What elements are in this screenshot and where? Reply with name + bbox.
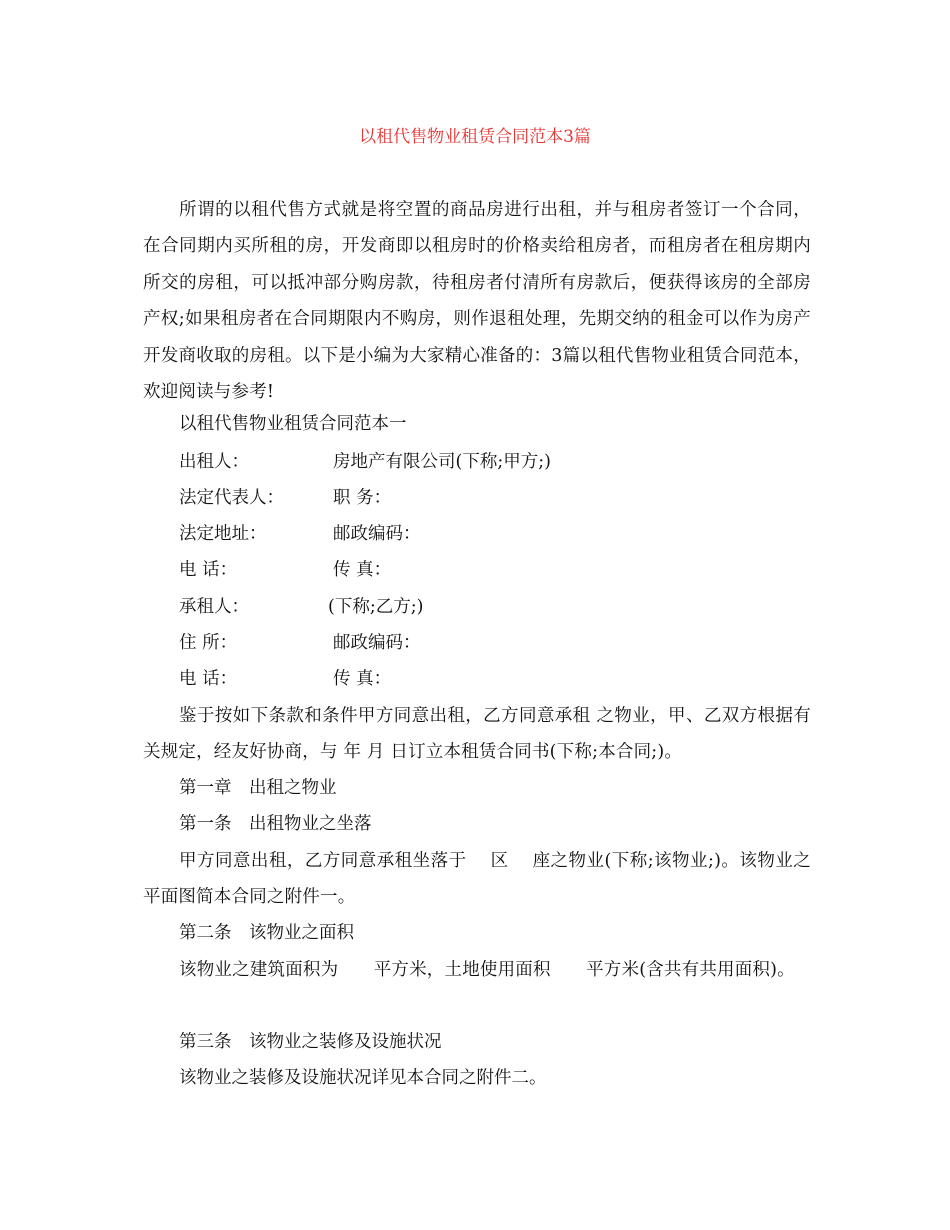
field-label-legal-rep: 法定代表人：	[179, 488, 284, 508]
field-value-fax-2: 传 真：	[333, 669, 392, 689]
field-label-phone: 电 话：	[179, 560, 238, 580]
document-title: 以租代售物业租赁合同范本3篇	[359, 127, 591, 147]
field-label-lessor: 出租人：	[179, 452, 249, 472]
agreement-paragraph: 鉴于按如下条款和条件甲方同意出租，乙方同意承租 之物业，甲、乙双方根据有关规定，经友好协商，与 年 月 日订立本租赁合同书(下称;本合同;)。	[143, 706, 811, 763]
sample-heading: 以租代售物业租赁合同范本一	[179, 414, 407, 434]
field-value-postcode: 邮政编码：	[333, 524, 421, 544]
article-3-text: 该物业之装修及设施状况详见本合同之附件二。	[179, 1068, 547, 1088]
chapter-1-heading: 第一章 出租之物业	[179, 778, 337, 798]
article-2-heading: 第二条 该物业之面积	[179, 923, 354, 943]
field-label-legal-address: 法定地址：	[179, 524, 267, 544]
article-2-text: 该物业之建筑面积为 平方米，土地使用面积 平方米(含共有共用面积)。	[179, 960, 795, 980]
article-3-heading: 第三条 该物业之装修及设施状况	[179, 1032, 442, 1052]
field-value-lessee: (下称;乙方;)	[328, 597, 424, 617]
article-1-heading: 第一条 出租物业之坐落	[179, 814, 372, 834]
field-label-residence: 住 所：	[179, 633, 238, 653]
article-1-text: 甲方同意出租，乙方同意承租坐落于 区 座之物业(下称;该物业;)。该物业之平面图简本合同之附件一。	[143, 851, 811, 908]
field-value-lessor: 房地产有限公司(下称;甲方;)	[333, 452, 551, 472]
intro-paragraph: 所谓的以租代售方式就是将空置的商品房进行出租，并与租房者签订一个合同，在合同期内买所租的房，开发商即以租房时的价格卖给租房者，而租房者在租房期内所交的房租，可以抵冲部分购房款，待租房者付清所有房款后，便获得该房的全部房产权;如果租房者在合同期限内不购房，则作退租处理，先期交纳的租金可以作为房产开发商收取的房租。以下是小编为大家精心准备的：3篇以租代售物业租赁合同范本，欢迎阅读与参考!	[143, 200, 811, 403]
field-label-phone-2: 电 话：	[179, 669, 238, 689]
field-value-position: 职 务：	[333, 488, 392, 508]
field-label-lessee: 承租人：	[179, 597, 249, 617]
field-value-fax: 传 真：	[333, 560, 392, 580]
field-value-postcode-2: 邮政编码：	[333, 633, 421, 653]
